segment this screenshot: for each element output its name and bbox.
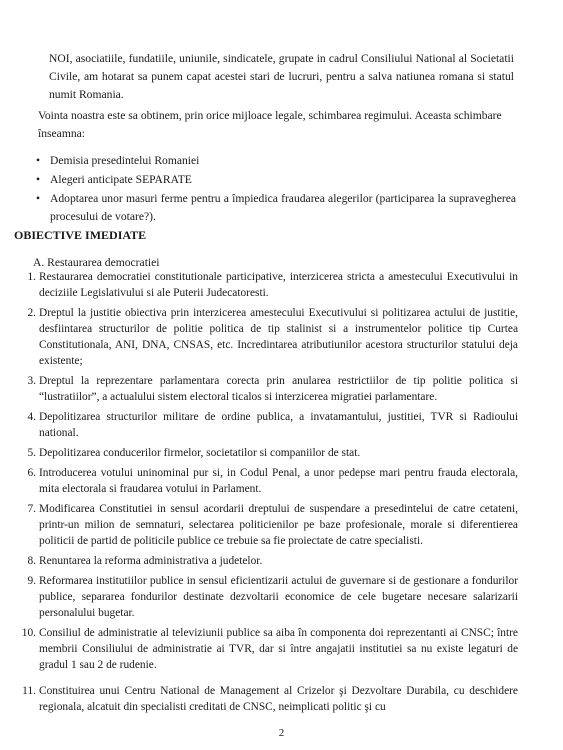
list-item xyxy=(14,373,518,405)
list-item xyxy=(14,625,518,673)
list-item: • Adoptarea unor masuri ferme pentru a împiedica fraudarea alegerilor (participarea la supravegherea procesului de votare?). xyxy=(36,192,516,223)
item-text: Modificarea Constitutiei in sensul acordarii dreptului de suspendare a presedintelui de catre cetateni, printr-un milion de semnaturi, selectarea politicienilor pe baze profesionale, morale si diferentierea politicii de partid de politicile publice ce trebuie sa fie proiectate de catre specialisti. xyxy=(39,503,518,547)
item-number: 4. xyxy=(27,411,36,423)
list-item xyxy=(14,465,518,497)
bullet-icon: • xyxy=(36,192,41,205)
objectives-list xyxy=(14,269,518,719)
item-text: Introducerea votului uninominal pur si, in Codul Penal, a unor pedepse mari pentru frauda electorala, mita electorala si fraudarea votului in Parlament. xyxy=(39,467,518,495)
demands-list xyxy=(36,152,516,227)
item-text: Depolitizarea conducerilor firmelor, societatilor si companiilor de stat. xyxy=(39,447,361,459)
item-text: Renuntarea la reforma administrativa a judetelor. xyxy=(39,555,263,567)
list-item xyxy=(14,269,518,301)
item-text: Dreptul la justitie obiectiva prin interzicerea amestecului Executivului si politizarea actului de justitie, desfiintarea structurilor de politie politica de tip stalinist si a instrumentelor politice tip Curtea Constitutionala, ANI, DNA, CNSAS, etc. Incredintarea atributiunilor acestora structurilor statului deja existente; xyxy=(39,307,518,367)
item-number: 6. xyxy=(27,467,36,479)
item-text: Reformarea institutiilor publice in sensul eficientizarii actului de guvernare si de gestionare a fondurilor publice, separarea fondurilor destinate dezvoltarii economice de cele bugetare necesare salarizarii personalului bugetar. xyxy=(39,575,518,619)
list-item xyxy=(14,305,518,369)
item-number: 9. xyxy=(27,575,36,587)
subsection-heading: A. Restaurarea democratiei xyxy=(33,256,160,269)
item-text: Dreptul la reprezentare parlamentara corecta prin anularea restrictiilor de tip politie politica si “lustratiilor”, a actualului sistem electoral ticalos si interzicerea migratiei parlamentare. xyxy=(39,375,518,403)
item-number: 11. xyxy=(22,685,36,697)
bullet-icon: • xyxy=(36,173,41,186)
list-item xyxy=(14,553,518,569)
item-text: Restaurarea democratiei constitutionale participative, interzicerea stricta a amestecului Executivului in deciziile Legislativului si ale Puterii Judecatoresti. xyxy=(39,271,518,299)
item-number: 5. xyxy=(27,447,36,459)
item-number: 3. xyxy=(27,375,36,387)
item-number: 8. xyxy=(27,555,36,567)
intro-paragraph: NOI, asociatiile, fundatiile, uniunile, sindicatele, grupate in cadrul Consiliului National al Societatii Civile, am hotarat sa punem capat acestei stari de lucruri, pentru a salva natiunea romana si statul numit Romania. xyxy=(49,52,514,101)
vointa-paragraph: Vointa noastra este sa obtinem, prin orice mijloace legale, schimbarea regimului. Aceasta schimbare înseamna: xyxy=(38,109,502,140)
bullet-icon: • xyxy=(36,154,41,167)
item-text: Constituirea unui Centru National de Management al Crizelor şi Dezvoltare Durabila, cu deschidere regionala, alcatuit din specialisti creditati de CNSC, neimplicati politic şi cu xyxy=(39,685,518,713)
item-text: Consiliul de administratie al televiziunii publice sa aiba în componenta doi reprezentanti ai CNSC; între membrii Consiliului de administratie ai TVR, dar si între angajatii institutiei sa nu existe legaturi de gradul 1 sau 2 de rudenie. xyxy=(39,627,518,671)
page-number: 2 xyxy=(278,727,285,739)
item-number: 2. xyxy=(27,307,36,319)
section-heading: OBIECTIVE IMEDIATE xyxy=(14,228,147,242)
list-item xyxy=(14,573,518,621)
item-text: Depolitizarea structurilor militare de ordine publica, a invatamantului, justitiei, TVR si Radioului national. xyxy=(39,411,518,439)
item-number: 10. xyxy=(21,627,36,639)
list-item: • Alegeri anticipate SEPARATE xyxy=(36,171,516,189)
item-number: 7. xyxy=(27,503,36,515)
list-item xyxy=(14,683,518,715)
item-number: 1. xyxy=(27,271,36,283)
list-item xyxy=(14,501,518,549)
list-item: • Demisia presedintelui Romaniei xyxy=(36,152,516,170)
list-item xyxy=(14,445,518,461)
list-item xyxy=(14,409,518,441)
